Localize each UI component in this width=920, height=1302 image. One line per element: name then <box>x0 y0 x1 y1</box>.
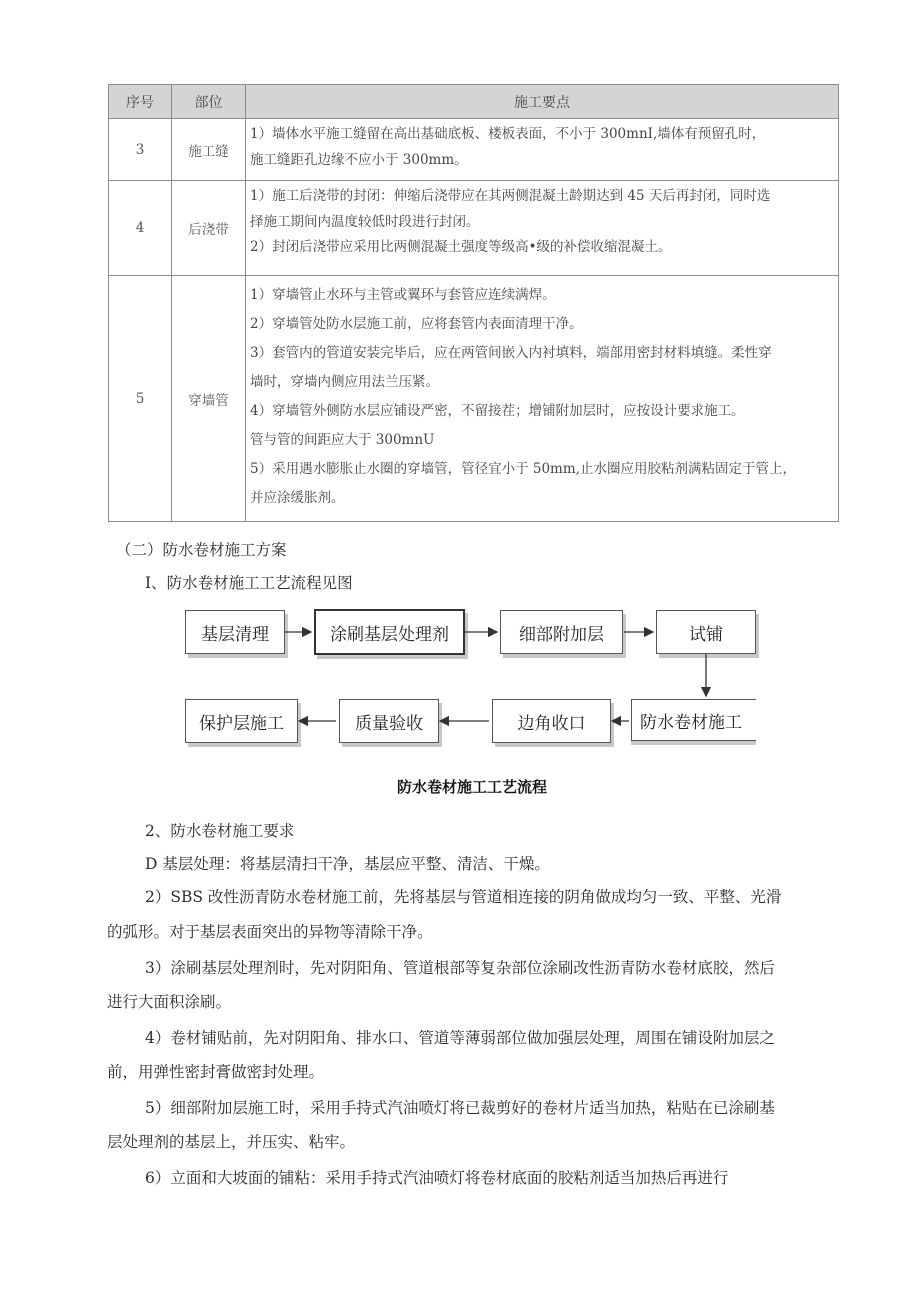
flow-step-base-cleaning: 基层清理 <box>185 610 285 654</box>
requirement-line: 3）涂刷基层处理剂时，先对阴阳角、管道根部等复杂部位涂刷改性沥青防水卷材底胶，然后 <box>145 959 775 977</box>
flow-step-detail-layer: 细部附加层 <box>500 610 623 654</box>
flow-step-trial-lay: 试铺 <box>656 610 756 654</box>
point-line: 1）施工后浇带的封闭：伸缩后浇带应在其两侧混凝土龄期达到 45 天后再封闭，同时选 <box>250 188 771 204</box>
flow-step-primer: 涂刷基层处理剂 <box>314 609 465 655</box>
requirement-line: 前，用弹性密封膏做密封处理。 <box>107 1063 325 1081</box>
row-seq: 5 <box>109 276 172 522</box>
table-row <box>109 276 839 522</box>
requirement-line: 6）立面和大坡面的铺粘：采用手持式汽油喷灯将卷材底面的胶粘剂适当加热后再进行 <box>145 1169 729 1187</box>
requirement-line: 2）SBS 改性沥青防水卷材施工前，先将基层与管道相连接的阴角做成均匀一致、平整、光滑 <box>145 888 782 906</box>
section-heading: （二）防水卷材施工方案 <box>116 541 287 559</box>
requirements-heading: 2、防水卷材施工要求 <box>145 822 295 840</box>
table-row <box>109 119 839 181</box>
header-points: 施工要点 <box>246 85 839 119</box>
flow-step-quality-check: 质量验收 <box>339 699 439 743</box>
flow-step-membrane-install: 防水卷材施工 <box>631 699 756 741</box>
requirement-line: D 基层处理：将基层清扫干净，基层应平整、清洁、干燥。 <box>145 855 550 873</box>
header-part: 部位 <box>172 85 246 119</box>
row-seq: 3 <box>109 119 172 181</box>
point-line: 3）套管内的管道安装完毕后，应在两管间嵌入内衬填料，端部用密封材料填缝。柔性穿 <box>250 345 772 361</box>
point-line: 管与管的间距应大于 300mnU <box>250 432 435 448</box>
row-points <box>246 119 839 181</box>
flow-step-edge-sealing: 边角收口 <box>492 699 611 743</box>
flowchart-caption: 防水卷材施工工艺流程 <box>396 778 547 796</box>
point-line: 1）穿墙管止水环与主管或翼环与套管应连续满焊。 <box>250 287 556 303</box>
row-part: 后浇带 <box>172 181 246 276</box>
requirement-line: 4）卷材铺贴前，先对阴阳角、排水口、管道等薄弱部位做加强层处理，周围在铺设附加层之 <box>145 1029 775 1047</box>
flow-intro: I、防水卷材施工工艺流程见图 <box>145 574 353 592</box>
row-part: 穿墙管 <box>172 276 246 522</box>
row-seq: 4 <box>109 181 172 276</box>
row-part: 施工缝 <box>172 119 246 181</box>
point-line: 墙时，穿墙内侧应用法兰压紧。 <box>250 374 439 390</box>
table-row <box>109 181 839 276</box>
requirement-line: 的弧形。对于基层表面突出的异物等清除干净。 <box>107 923 433 941</box>
table-header-row <box>109 85 839 119</box>
requirement-line: 5）细部附加层施工时，采用手持式汽油喷灯将已裁剪好的卷材片适当加热，粘贴在已涂刷基 <box>145 1099 775 1117</box>
point-line: 2）穿墙管处防水层施工前，应将套管内表面清理干净。 <box>250 316 583 332</box>
requirement-line: 层处理剂的基层上，并压实、粘牢。 <box>107 1133 356 1151</box>
flow-step-protective-layer: 保护层施工 <box>185 699 298 743</box>
point-line: 择施工期间内温度较低时段进行封闭。 <box>250 213 480 230</box>
point-line: 施工缝距孔边缘不应小于 300mm。 <box>250 151 468 168</box>
row-points <box>246 181 839 276</box>
row-points <box>246 276 839 522</box>
construction-points-table <box>108 84 839 522</box>
point-line: 并应涂缓胀剂。 <box>250 490 345 506</box>
point-line: 1）墙体水平施工缝留在高出基础底板、楼板表面，不小于 300mnI,墙体有预留孔时， <box>250 126 766 142</box>
header-seq: 序号 <box>109 85 172 119</box>
point-line: 2）封闭后浇带应采用比两侧混凝土强度等级高•级的补偿收缩混凝土。 <box>250 239 672 255</box>
point-line: 4）穿墙管外侧防水层应铺设严密，不留接茬；增铺附加层时，应按设计要求施工。 <box>250 403 745 419</box>
point-line: 5）采用遇水膨胀止水圈的穿墙管，管径宜小于 50mm,止水圈应用胶粘剂满粘固定于管上， <box>250 461 796 477</box>
requirement-line: 进行大面积涂刷。 <box>107 993 232 1011</box>
